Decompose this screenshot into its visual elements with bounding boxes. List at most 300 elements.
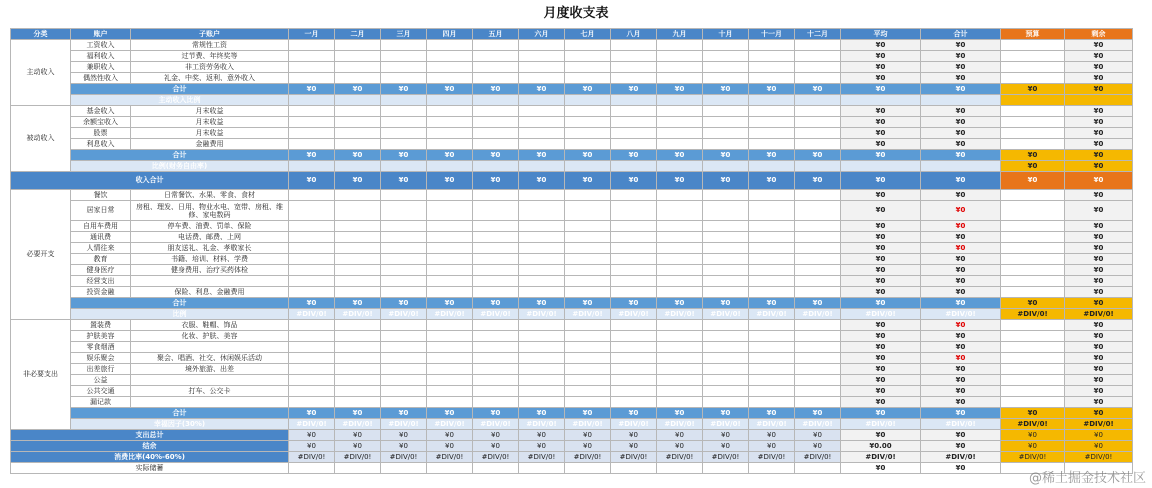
month-cell[interactable] bbox=[519, 221, 565, 232]
month-cell[interactable] bbox=[335, 221, 381, 232]
month-cell[interactable] bbox=[519, 397, 565, 408]
month-cell[interactable] bbox=[289, 73, 335, 84]
month-cell[interactable] bbox=[657, 353, 703, 364]
month-cell[interactable] bbox=[703, 386, 749, 397]
month-cell[interactable] bbox=[289, 265, 335, 276]
budget-cell[interactable] bbox=[1001, 342, 1065, 353]
month-cell[interactable] bbox=[657, 106, 703, 117]
subaccount-cell[interactable] bbox=[131, 276, 289, 287]
month-cell[interactable] bbox=[703, 375, 749, 386]
month-cell[interactable] bbox=[335, 40, 381, 51]
month-cell[interactable] bbox=[335, 128, 381, 139]
month-cell[interactable] bbox=[473, 342, 519, 353]
month-cell[interactable] bbox=[611, 254, 657, 265]
month-cell[interactable] bbox=[749, 73, 795, 84]
month-cell[interactable] bbox=[335, 201, 381, 221]
month-cell[interactable] bbox=[611, 276, 657, 287]
subaccount-cell[interactable]: 保险、利息、金融费用 bbox=[131, 287, 289, 298]
budget-cell[interactable] bbox=[1001, 73, 1065, 84]
month-cell[interactable] bbox=[795, 117, 841, 128]
month-cell[interactable] bbox=[749, 397, 795, 408]
month-cell[interactable] bbox=[565, 62, 611, 73]
month-cell[interactable] bbox=[289, 106, 335, 117]
month-cell[interactable] bbox=[289, 221, 335, 232]
account-cell[interactable]: 工资收入 bbox=[71, 40, 131, 51]
month-cell[interactable] bbox=[427, 342, 473, 353]
month-cell[interactable] bbox=[565, 201, 611, 221]
month-cell[interactable] bbox=[657, 73, 703, 84]
month-cell[interactable] bbox=[611, 320, 657, 331]
month-cell[interactable] bbox=[427, 232, 473, 243]
month-cell[interactable] bbox=[335, 62, 381, 73]
month-cell[interactable] bbox=[335, 117, 381, 128]
month-cell[interactable] bbox=[703, 106, 749, 117]
month-cell[interactable] bbox=[427, 265, 473, 276]
month-cell[interactable] bbox=[335, 331, 381, 342]
month-cell[interactable] bbox=[289, 342, 335, 353]
month-cell[interactable] bbox=[565, 128, 611, 139]
month-cell[interactable] bbox=[381, 320, 427, 331]
month-cell[interactable] bbox=[749, 243, 795, 254]
month-cell[interactable] bbox=[703, 342, 749, 353]
account-cell[interactable]: 福利收入 bbox=[71, 51, 131, 62]
budget-cell[interactable] bbox=[1001, 51, 1065, 62]
month-cell[interactable] bbox=[611, 40, 657, 51]
month-cell[interactable] bbox=[749, 106, 795, 117]
month-cell[interactable] bbox=[473, 331, 519, 342]
month-cell[interactable] bbox=[335, 51, 381, 62]
month-cell[interactable] bbox=[795, 243, 841, 254]
month-cell[interactable] bbox=[657, 265, 703, 276]
month-cell[interactable] bbox=[657, 254, 703, 265]
month-cell[interactable] bbox=[565, 331, 611, 342]
month-cell[interactable] bbox=[519, 254, 565, 265]
month-cell[interactable] bbox=[657, 243, 703, 254]
month-cell[interactable] bbox=[335, 353, 381, 364]
account-cell[interactable]: 公共交通 bbox=[71, 386, 131, 397]
month-cell[interactable] bbox=[565, 40, 611, 51]
month-cell[interactable] bbox=[565, 375, 611, 386]
subaccount-cell[interactable]: 礼金、中奖、返利、意外收入 bbox=[131, 73, 289, 84]
month-cell[interactable] bbox=[289, 51, 335, 62]
month-cell[interactable] bbox=[611, 221, 657, 232]
month-cell[interactable] bbox=[473, 364, 519, 375]
month-cell[interactable] bbox=[427, 364, 473, 375]
month-cell[interactable] bbox=[565, 397, 611, 408]
month-cell[interactable] bbox=[657, 276, 703, 287]
subaccount-cell[interactable]: 停车费、油费、罚单、保险 bbox=[131, 221, 289, 232]
month-cell[interactable] bbox=[703, 320, 749, 331]
month-cell[interactable] bbox=[473, 117, 519, 128]
month-cell[interactable] bbox=[795, 331, 841, 342]
month-cell[interactable] bbox=[703, 62, 749, 73]
month-cell[interactable] bbox=[381, 287, 427, 298]
month-cell[interactable] bbox=[795, 342, 841, 353]
account-cell[interactable]: 人情往来 bbox=[71, 243, 131, 254]
month-cell[interactable] bbox=[473, 265, 519, 276]
month-cell[interactable] bbox=[565, 51, 611, 62]
month-cell[interactable] bbox=[565, 353, 611, 364]
month-cell[interactable] bbox=[703, 73, 749, 84]
month-cell[interactable] bbox=[657, 320, 703, 331]
month-cell[interactable] bbox=[519, 139, 565, 150]
month-cell[interactable] bbox=[289, 40, 335, 51]
month-cell[interactable] bbox=[473, 386, 519, 397]
month-cell[interactable] bbox=[749, 386, 795, 397]
month-cell[interactable] bbox=[289, 190, 335, 201]
account-cell[interactable]: 利息收入 bbox=[71, 139, 131, 150]
month-cell[interactable] bbox=[519, 201, 565, 221]
month-cell[interactable] bbox=[473, 221, 519, 232]
month-cell[interactable] bbox=[473, 243, 519, 254]
month-cell[interactable] bbox=[749, 364, 795, 375]
month-cell[interactable] bbox=[381, 139, 427, 150]
month-cell[interactable] bbox=[381, 201, 427, 221]
account-cell[interactable]: 经营支出 bbox=[71, 276, 131, 287]
month-cell[interactable] bbox=[427, 375, 473, 386]
month-cell[interactable] bbox=[335, 265, 381, 276]
month-cell[interactable] bbox=[795, 353, 841, 364]
month-cell[interactable] bbox=[611, 342, 657, 353]
month-cell[interactable] bbox=[427, 40, 473, 51]
month-cell[interactable] bbox=[565, 265, 611, 276]
month-cell[interactable] bbox=[657, 190, 703, 201]
month-cell[interactable] bbox=[519, 190, 565, 201]
month-cell[interactable] bbox=[473, 139, 519, 150]
month-cell[interactable] bbox=[749, 139, 795, 150]
month-cell[interactable] bbox=[473, 353, 519, 364]
month-cell[interactable] bbox=[427, 51, 473, 62]
month-cell[interactable] bbox=[703, 190, 749, 201]
month-cell[interactable] bbox=[519, 331, 565, 342]
budget-cell[interactable] bbox=[1001, 40, 1065, 51]
account-cell[interactable]: 居家日常 bbox=[71, 201, 131, 221]
month-cell[interactable] bbox=[427, 397, 473, 408]
month-cell[interactable] bbox=[381, 221, 427, 232]
month-cell[interactable] bbox=[795, 320, 841, 331]
subaccount-cell[interactable]: 月末收益 bbox=[131, 128, 289, 139]
month-cell[interactable] bbox=[381, 117, 427, 128]
account-cell[interactable]: 娱乐聚会 bbox=[71, 353, 131, 364]
month-cell[interactable] bbox=[335, 342, 381, 353]
account-cell[interactable]: 教育 bbox=[71, 254, 131, 265]
month-cell[interactable] bbox=[289, 364, 335, 375]
month-cell[interactable] bbox=[335, 364, 381, 375]
month-cell[interactable] bbox=[565, 139, 611, 150]
month-cell[interactable] bbox=[611, 265, 657, 276]
month-cell[interactable] bbox=[611, 117, 657, 128]
month-cell[interactable] bbox=[565, 320, 611, 331]
month-cell[interactable] bbox=[749, 353, 795, 364]
month-cell[interactable] bbox=[473, 232, 519, 243]
month-cell[interactable] bbox=[565, 221, 611, 232]
month-cell[interactable] bbox=[289, 375, 335, 386]
month-cell[interactable] bbox=[611, 201, 657, 221]
budget-cell[interactable] bbox=[1001, 117, 1065, 128]
month-cell[interactable] bbox=[611, 190, 657, 201]
month-cell[interactable] bbox=[519, 232, 565, 243]
month-cell[interactable] bbox=[657, 397, 703, 408]
month-cell[interactable] bbox=[381, 51, 427, 62]
month-cell[interactable] bbox=[749, 265, 795, 276]
month-cell[interactable] bbox=[657, 128, 703, 139]
budget-cell[interactable] bbox=[1001, 386, 1065, 397]
month-cell[interactable] bbox=[289, 139, 335, 150]
account-cell[interactable]: 护肤美容 bbox=[71, 331, 131, 342]
month-cell[interactable] bbox=[473, 254, 519, 265]
month-cell[interactable] bbox=[795, 375, 841, 386]
month-cell[interactable] bbox=[657, 386, 703, 397]
month-cell[interactable] bbox=[565, 232, 611, 243]
account-cell[interactable]: 通讯费 bbox=[71, 232, 131, 243]
month-cell[interactable] bbox=[611, 287, 657, 298]
month-cell[interactable] bbox=[335, 320, 381, 331]
month-cell[interactable] bbox=[657, 221, 703, 232]
month-cell[interactable] bbox=[473, 106, 519, 117]
month-cell[interactable] bbox=[611, 386, 657, 397]
month-cell[interactable] bbox=[795, 40, 841, 51]
month-cell[interactable] bbox=[749, 221, 795, 232]
subaccount-cell[interactable]: 日常餐饮、水果、零食、食材 bbox=[131, 190, 289, 201]
month-cell[interactable] bbox=[565, 342, 611, 353]
subaccount-cell[interactable]: 常规性工资 bbox=[131, 40, 289, 51]
month-cell[interactable] bbox=[427, 287, 473, 298]
month-cell[interactable] bbox=[565, 386, 611, 397]
month-cell[interactable] bbox=[289, 386, 335, 397]
account-cell[interactable]: 餐饮 bbox=[71, 190, 131, 201]
budget-cell[interactable] bbox=[1001, 287, 1065, 298]
subaccount-cell[interactable]: 非工资劳务收入 bbox=[131, 62, 289, 73]
month-cell[interactable] bbox=[381, 243, 427, 254]
budget-cell[interactable] bbox=[1001, 139, 1065, 150]
month-cell[interactable] bbox=[519, 342, 565, 353]
month-cell[interactable] bbox=[381, 232, 427, 243]
month-cell[interactable] bbox=[473, 128, 519, 139]
month-cell[interactable] bbox=[519, 265, 565, 276]
month-cell[interactable] bbox=[703, 254, 749, 265]
budget-cell[interactable] bbox=[1001, 128, 1065, 139]
month-cell[interactable] bbox=[749, 128, 795, 139]
month-cell[interactable] bbox=[565, 287, 611, 298]
budget-cell[interactable] bbox=[1001, 232, 1065, 243]
month-cell[interactable] bbox=[289, 397, 335, 408]
month-cell[interactable] bbox=[795, 386, 841, 397]
subaccount-cell[interactable] bbox=[131, 397, 289, 408]
month-cell[interactable] bbox=[565, 364, 611, 375]
month-cell[interactable] bbox=[565, 243, 611, 254]
month-cell[interactable] bbox=[519, 51, 565, 62]
budget-cell[interactable] bbox=[1001, 106, 1065, 117]
month-cell[interactable] bbox=[565, 73, 611, 84]
month-cell[interactable] bbox=[381, 190, 427, 201]
subaccount-cell[interactable]: 境外旅游、出差 bbox=[131, 364, 289, 375]
month-cell[interactable] bbox=[381, 106, 427, 117]
month-cell[interactable] bbox=[703, 51, 749, 62]
month-cell[interactable] bbox=[473, 51, 519, 62]
month-cell[interactable] bbox=[427, 128, 473, 139]
budget-cell[interactable] bbox=[1001, 254, 1065, 265]
month-cell[interactable] bbox=[427, 276, 473, 287]
budget-cell[interactable] bbox=[1001, 353, 1065, 364]
month-cell[interactable] bbox=[473, 375, 519, 386]
month-cell[interactable] bbox=[519, 117, 565, 128]
month-cell[interactable] bbox=[427, 221, 473, 232]
account-cell[interactable]: 偶然性收入 bbox=[71, 73, 131, 84]
month-cell[interactable] bbox=[795, 276, 841, 287]
month-cell[interactable] bbox=[795, 287, 841, 298]
month-cell[interactable] bbox=[703, 364, 749, 375]
month-cell[interactable] bbox=[381, 353, 427, 364]
month-cell[interactable] bbox=[657, 342, 703, 353]
month-cell[interactable] bbox=[611, 62, 657, 73]
budget-cell[interactable] bbox=[1001, 190, 1065, 201]
month-cell[interactable] bbox=[473, 190, 519, 201]
month-cell[interactable] bbox=[289, 243, 335, 254]
month-cell[interactable] bbox=[749, 375, 795, 386]
subaccount-cell[interactable]: 聚会、唱酒、社交、休闲娱乐活动 bbox=[131, 353, 289, 364]
month-cell[interactable] bbox=[473, 201, 519, 221]
month-cell[interactable] bbox=[427, 201, 473, 221]
month-cell[interactable] bbox=[289, 320, 335, 331]
month-cell[interactable] bbox=[657, 375, 703, 386]
month-cell[interactable] bbox=[703, 201, 749, 221]
month-cell[interactable] bbox=[611, 139, 657, 150]
month-cell[interactable] bbox=[473, 62, 519, 73]
month-cell[interactable] bbox=[519, 73, 565, 84]
month-cell[interactable] bbox=[289, 331, 335, 342]
month-cell[interactable] bbox=[611, 73, 657, 84]
subaccount-cell[interactable]: 房租、理发、日用、物业水电、宽带、房租、维修、家电数码 bbox=[131, 201, 289, 221]
budget-cell[interactable] bbox=[1001, 243, 1065, 254]
month-cell[interactable] bbox=[335, 276, 381, 287]
month-cell[interactable] bbox=[519, 243, 565, 254]
month-cell[interactable] bbox=[335, 232, 381, 243]
month-cell[interactable] bbox=[749, 320, 795, 331]
month-cell[interactable] bbox=[657, 40, 703, 51]
month-cell[interactable] bbox=[795, 190, 841, 201]
subaccount-cell[interactable]: 打车、公交卡 bbox=[131, 386, 289, 397]
month-cell[interactable] bbox=[749, 254, 795, 265]
month-cell[interactable] bbox=[473, 73, 519, 84]
budget-cell[interactable] bbox=[1001, 62, 1065, 73]
month-cell[interactable] bbox=[381, 62, 427, 73]
month-cell[interactable] bbox=[519, 40, 565, 51]
budget-cell[interactable] bbox=[1001, 320, 1065, 331]
subaccount-cell[interactable]: 书籍、培训、材料、学费 bbox=[131, 254, 289, 265]
account-cell[interactable]: 置装费 bbox=[71, 320, 131, 331]
month-cell[interactable] bbox=[565, 254, 611, 265]
month-cell[interactable] bbox=[381, 331, 427, 342]
month-cell[interactable] bbox=[427, 320, 473, 331]
month-cell[interactable] bbox=[381, 364, 427, 375]
month-cell[interactable] bbox=[335, 190, 381, 201]
month-cell[interactable] bbox=[703, 221, 749, 232]
month-cell[interactable] bbox=[703, 331, 749, 342]
subaccount-cell[interactable] bbox=[131, 375, 289, 386]
month-cell[interactable] bbox=[657, 139, 703, 150]
month-cell[interactable] bbox=[335, 139, 381, 150]
month-cell[interactable] bbox=[657, 287, 703, 298]
month-cell[interactable] bbox=[381, 276, 427, 287]
budget-cell[interactable] bbox=[1001, 375, 1065, 386]
subaccount-cell[interactable]: 金融费用 bbox=[131, 139, 289, 150]
month-cell[interactable] bbox=[795, 62, 841, 73]
month-cell[interactable] bbox=[703, 287, 749, 298]
month-cell[interactable] bbox=[565, 190, 611, 201]
month-cell[interactable] bbox=[749, 117, 795, 128]
month-cell[interactable] bbox=[335, 386, 381, 397]
month-cell[interactable] bbox=[657, 117, 703, 128]
month-cell[interactable] bbox=[289, 287, 335, 298]
month-cell[interactable] bbox=[795, 221, 841, 232]
month-cell[interactable] bbox=[381, 254, 427, 265]
month-cell[interactable] bbox=[795, 232, 841, 243]
account-cell[interactable]: 零食烟酒 bbox=[71, 342, 131, 353]
month-cell[interactable] bbox=[703, 117, 749, 128]
month-cell[interactable] bbox=[381, 128, 427, 139]
month-cell[interactable] bbox=[427, 331, 473, 342]
month-cell[interactable] bbox=[795, 139, 841, 150]
month-cell[interactable] bbox=[381, 40, 427, 51]
month-cell[interactable] bbox=[519, 386, 565, 397]
month-cell[interactable] bbox=[289, 276, 335, 287]
account-cell[interactable]: 兼职收入 bbox=[71, 62, 131, 73]
month-cell[interactable] bbox=[427, 117, 473, 128]
month-cell[interactable] bbox=[795, 397, 841, 408]
month-cell[interactable] bbox=[749, 51, 795, 62]
month-cell[interactable] bbox=[703, 232, 749, 243]
month-cell[interactable] bbox=[335, 287, 381, 298]
subaccount-cell[interactable] bbox=[131, 342, 289, 353]
month-cell[interactable] bbox=[795, 128, 841, 139]
month-cell[interactable] bbox=[289, 353, 335, 364]
month-cell[interactable] bbox=[381, 397, 427, 408]
month-cell[interactable] bbox=[611, 128, 657, 139]
month-cell[interactable] bbox=[519, 287, 565, 298]
account-cell[interactable]: 自用车费用 bbox=[71, 221, 131, 232]
account-cell[interactable]: 健身医疗 bbox=[71, 265, 131, 276]
month-cell[interactable] bbox=[335, 243, 381, 254]
month-cell[interactable] bbox=[611, 375, 657, 386]
month-cell[interactable] bbox=[657, 62, 703, 73]
month-cell[interactable] bbox=[611, 364, 657, 375]
month-cell[interactable] bbox=[703, 139, 749, 150]
month-cell[interactable] bbox=[519, 106, 565, 117]
subaccount-cell[interactable]: 朋友送礼、礼金、孝敬家长 bbox=[131, 243, 289, 254]
subaccount-cell[interactable]: 健身费用、治疗买药体检 bbox=[131, 265, 289, 276]
month-cell[interactable] bbox=[519, 320, 565, 331]
month-cell[interactable] bbox=[381, 73, 427, 84]
subaccount-cell[interactable]: 衣服、鞋帽、饰品 bbox=[131, 320, 289, 331]
month-cell[interactable] bbox=[703, 353, 749, 364]
month-cell[interactable] bbox=[519, 128, 565, 139]
month-cell[interactable] bbox=[289, 201, 335, 221]
budget-cell[interactable] bbox=[1001, 276, 1065, 287]
month-cell[interactable] bbox=[611, 331, 657, 342]
month-cell[interactable] bbox=[611, 51, 657, 62]
month-cell[interactable] bbox=[795, 73, 841, 84]
month-cell[interactable] bbox=[657, 232, 703, 243]
month-cell[interactable] bbox=[565, 117, 611, 128]
month-cell[interactable] bbox=[427, 190, 473, 201]
month-cell[interactable] bbox=[289, 62, 335, 73]
month-cell[interactable] bbox=[381, 342, 427, 353]
month-cell[interactable] bbox=[289, 254, 335, 265]
month-cell[interactable] bbox=[473, 276, 519, 287]
month-cell[interactable] bbox=[427, 139, 473, 150]
subaccount-cell[interactable]: 化妆、护肤、美容 bbox=[131, 331, 289, 342]
month-cell[interactable] bbox=[611, 243, 657, 254]
